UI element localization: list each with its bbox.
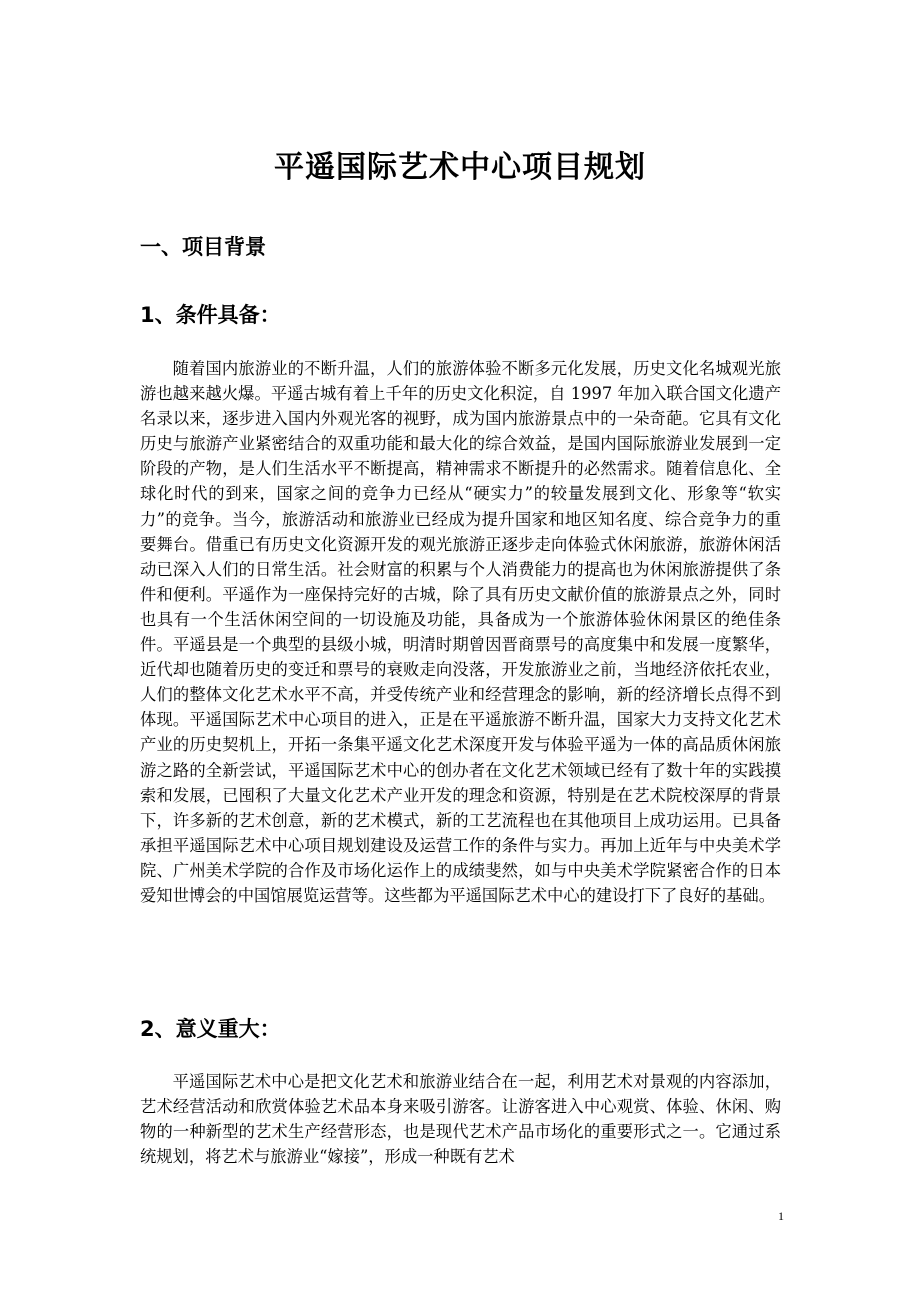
subsection-heading-conditions: 1、条件具备： bbox=[140, 303, 281, 327]
page-number: 1 bbox=[778, 1209, 784, 1223]
document-title: 平遥国际艺术中心项目规划 bbox=[274, 150, 646, 185]
section-heading-project-background: 一、项目背景 bbox=[140, 235, 266, 259]
paragraph-significance: 平遥国际艺术中心是把文化艺术和旅游业结合在一起，利用艺术对景观的内容添加，艺术经营活动和欣赏体验艺术品本身来吸引游客。让游客进入中心观赏、体验、休闲、购物的一种新型的艺术生产经营形态，也是现代艺术产品市场化的重要形式之一。它通过系统规划，将艺术与旅游业“嫁接”，形成一种既有艺术 bbox=[140, 1072, 781, 1167]
paragraph-conditions: 随着国内旅游业的不断升温，人们的旅游体验不断多元化发展，历史文化名城观光旅游也越来越火爆。平遥古城有着上千年的历史文化积淀，自 1997 年加入联合国文化遗产名录以来，逐步进入国内外观光客的视野，成为国内旅游景点中的一朵奇葩。它具有文化历史与旅游产业紧密结合的双重功能和最大化的综合效益，是国内国际旅游业发展到一定阶段的产物，是人们生活水平不断提高，精神需求不断提升的必然需求。随着信息化、全球化时代的到来，国家之间的竞争力已经从“硬实力”的较量发展到文化、形象等“软实力”的竞争。当今，旅游活动和旅游业已经成为提升国家和地区知名度、综合竞争力的重要舞台。借重已有历史文化资源开发的观光旅游正逐步走向体验式休闲旅游，旅游休闲活动已深入人们的日常生活。社会财富的积累与个人消费能力的提高也为休闲旅游提供了条件和便利。平遥作为一座保持完好的古城，除了具有历史文献价值的旅游景点之外，同时也具有一个生活休闲空间的一切设施及功能，具备成为一个旅游体验休闲景区的绝佳条件。平遥县是一个典型的县级小城，明清时期曾因晋商票号的高度集中和发展一度繁华，近代却也随着历史的变迁和票号的衰败走向没落，开发旅游业之前，当地经济依托农业，人们的整体文化艺术水平不高，并受传统产业和经营理念的影响，新的经济增长点得不到体现。平遥国际艺术中心项目的进入，正是在平遥旅游不断升温，国家大力支持文化艺术产业的历史契机上，开拓一条集平遥文化艺术深度开发与体验平遥为一体的高品质休闲旅游之路的全新尝试，平遥国际艺术中心的创办者在文化艺术领域已经有了数十年的实践摸索和发展，已囤积了大量文化艺术产业开发的理念和资源，特别是在艺术院校深厚的背景下，许多新的艺术创意，新的艺术模式，新的工艺流程也在其他项目上成功运用。已具备承担平遥国际艺术中心项目规划建设及运营工作的条件与实力。再加上近年与中央美术学院、广州美术学院的合作及市场化运作上的成绩斐然，如与中央美术学院紧密合作的日本爱知世博会的中国馆展览运营等。这些都为平遥国际艺术中心的建设打下了良好的基础。 bbox=[140, 359, 781, 905]
subsection-heading-significance: 2、意义重大： bbox=[140, 1017, 281, 1041]
